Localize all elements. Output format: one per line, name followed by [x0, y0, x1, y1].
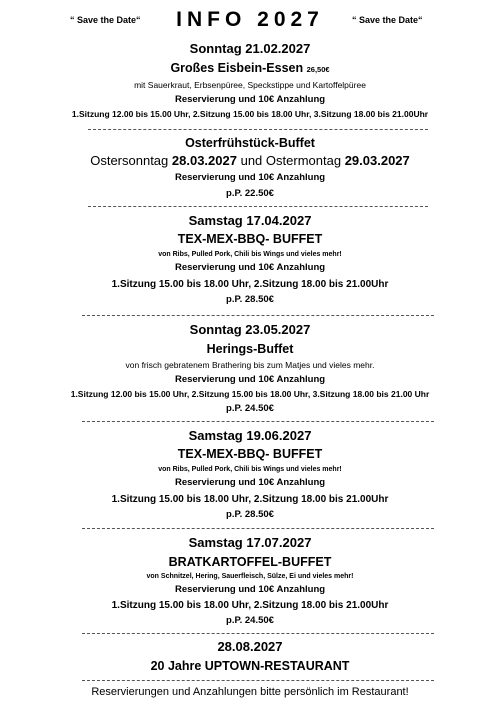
event-date: Sonntag 21.02.2027 — [189, 41, 311, 56]
event-times: 1.Sitzung 12.00 bis 15.00 Uhr, 2.Sitzung 15.00 bis 18.00 Uhr, 3.Sitzung 18.00 bis 21.00 Uhr — [70, 389, 430, 399]
easter-sunday-date: 28.03.2027 — [171, 153, 237, 168]
event-description: von frisch gebratenem Brathering bis zum Matjes und vieles mehr. — [125, 360, 375, 370]
event-price: p.P. 28.50€ — [226, 294, 274, 305]
event-date: 28.08.2027 — [217, 639, 283, 654]
save-the-date-right: “ Save the Date“ — [352, 15, 423, 25]
event-price: p.P. 24.50€ — [226, 615, 274, 626]
event-price: p.P. 24.50€ — [226, 403, 274, 414]
event-title: Großes Eisbein-Essen — [170, 61, 304, 75]
event-times: 1.Sitzung 15.00 bis 18.00 Uhr, 2.Sitzung 18.00 bis 21.00Uhr — [111, 600, 389, 611]
event-reservation: Reservierung und 10€ Anzahlung — [174, 584, 326, 595]
event-date: Samstag 17.07.2027 — [188, 535, 312, 550]
event-title: 20 Jahre UPTOWN-RESTAURANT — [150, 659, 350, 673]
event-title: TEX-MEX-BBQ- BUFFET — [177, 447, 323, 461]
event-description: von Schnitzel, Hering, Sauerfleisch, Sülze, Ei und vieles mehr! — [146, 573, 354, 580]
event-date: Samstag 17.04.2027 — [188, 213, 312, 228]
event-description: von Ribs, Pulled Pork, Chili bis Wings und vieles mehr! — [158, 466, 342, 473]
event-price: p.P. 22.50€ — [226, 188, 274, 199]
divider — [82, 633, 434, 634]
event-price: p.P. 28.50€ — [226, 509, 274, 520]
event-times: 1.Sitzung 15.00 bis 18.00 Uhr, 2.Sitzung 18.00 bis 21.00Uhr — [111, 279, 389, 290]
event-date: Samstag 19.06.2027 — [188, 428, 312, 443]
divider — [88, 129, 428, 130]
easter-monday-label: Ostermontag — [265, 153, 342, 168]
event-price: 26,50€ — [306, 65, 330, 74]
divider — [82, 315, 434, 316]
event-times: 1.Sitzung 15.00 bis 18.00 Uhr, 2.Sitzung 18.00 bis 21.00Uhr — [111, 494, 389, 505]
event-description: mit Sauerkraut, Erbsenpüree, Speckstippe und Kartoffelpüree — [134, 80, 366, 90]
footer-note: Reservierungen und Anzahlungen bitte persönlich im Restaurant! — [91, 686, 409, 698]
divider — [88, 206, 428, 207]
event-title: TEX-MEX-BBQ- BUFFET — [177, 232, 323, 246]
event-times: 1.Sitzung 12.00 bis 15.00 Uhr, 2.Sitzung 15.00 bis 18.00 Uhr, 3.Sitzung 18.00 bis 21.00Uhr — [71, 109, 429, 119]
event-title: BRATKARTOFFEL-BUFFET — [168, 555, 332, 569]
event-date: Sonntag 23.05.2027 — [189, 322, 311, 337]
event-title: Herings-Buffet — [206, 342, 294, 356]
divider — [82, 528, 434, 529]
event-reservation: Reservierung und 10€ Anzahlung — [174, 172, 326, 183]
event-title-line — [0, 61, 500, 75]
event-description: von Ribs, Pulled Pork, Chili bis Wings und vieles mehr! — [158, 251, 342, 258]
easter-monday-date: 29.03.2027 — [344, 153, 410, 168]
event-reservation: Reservierung und 10€ Anzahlung — [174, 374, 326, 385]
and-text: und — [240, 153, 263, 168]
divider — [82, 421, 434, 422]
event-reservation: Reservierung und 10€ Anzahlung — [174, 262, 326, 273]
event-title: Osterfrühstück-Buffet — [185, 136, 315, 150]
divider — [82, 680, 434, 681]
event-reservation: Reservierung und 10€ Anzahlung — [174, 477, 326, 488]
easter-sunday-label: Ostersonntag — [90, 153, 169, 168]
event-dates — [0, 154, 500, 169]
save-the-date-left: “ Save the Date“ — [70, 15, 141, 25]
page-title: INFO 2027 — [176, 8, 324, 31]
event-reservation: Reservierung und 10€ Anzahlung — [174, 94, 326, 105]
